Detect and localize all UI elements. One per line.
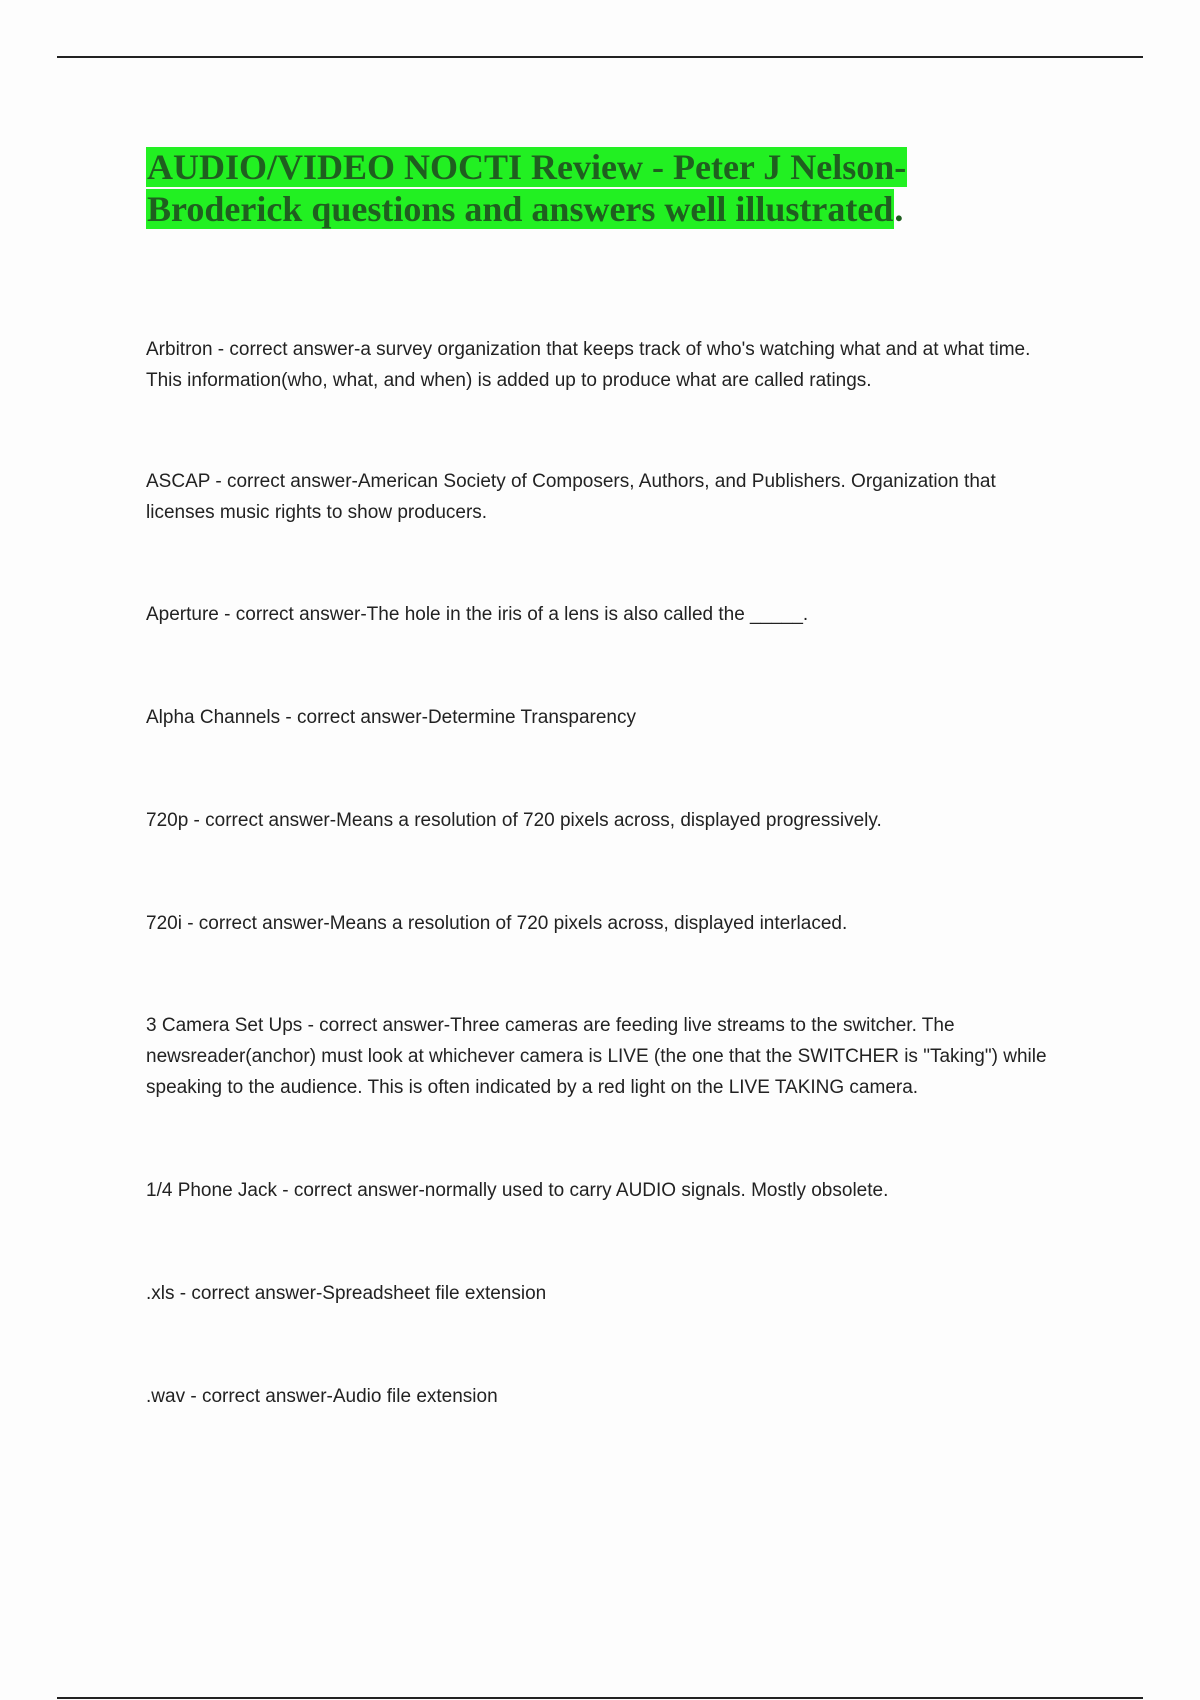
document-title — [146, 146, 1046, 230]
header-rule — [57, 56, 1143, 58]
qa-entry-alpha-channels: Alpha Channels - correct answer-Determine Transparency — [146, 707, 636, 728]
qa-entry-arbitron: Arbitron - correct answer-a survey organization that keeps track of who's watching what and at what time. This information(who, what, and when) is added up to produce what are called ratings. — [146, 339, 1031, 391]
qa-entry-wav: .wav - correct answer-Audio file extension — [146, 1386, 498, 1407]
qa-entry-720i: 720i - correct answer-Means a resolution of 720 pixels across, displayed interlaced. — [146, 913, 848, 934]
title-period: . — [894, 189, 904, 229]
qa-entry-aperture: Aperture - correct answer-The hole in the iris of a lens is also called the _____. — [146, 604, 809, 625]
qa-entry-phone-jack: 1/4 Phone Jack - correct answer-normally used to carry AUDIO signals. Mostly obsolete. — [146, 1180, 889, 1201]
title-highlight: AUDIO/VIDEO NOCTI Review - Peter J Nelson-Broderick questions and answers well illustrated — [147, 147, 907, 229]
qa-entry-xls: .xls - correct answer-Spreadsheet file extension — [146, 1283, 547, 1304]
qa-entry-3-camera-set-ups: 3 Camera Set Ups - correct answer-Three cameras are feeding live streams to the switcher. The newsreader(anchor) must look at whichever camera is LIVE (the one that the SWITCHER is "Taking") while speaking to the audience. This is often indicated by a red light on the LIVE TAKING camera. — [146, 1015, 1047, 1098]
qa-entry-ascap: ASCAP - correct answer-American Society of Composers, Authors, and Publishers. Organization that licenses music rights to show producers. — [146, 471, 996, 523]
qa-entry-720p: 720p - correct answer-Means a resolution of 720 pixels across, displayed progressively. — [146, 810, 882, 831]
footer-rule — [57, 1697, 1143, 1699]
